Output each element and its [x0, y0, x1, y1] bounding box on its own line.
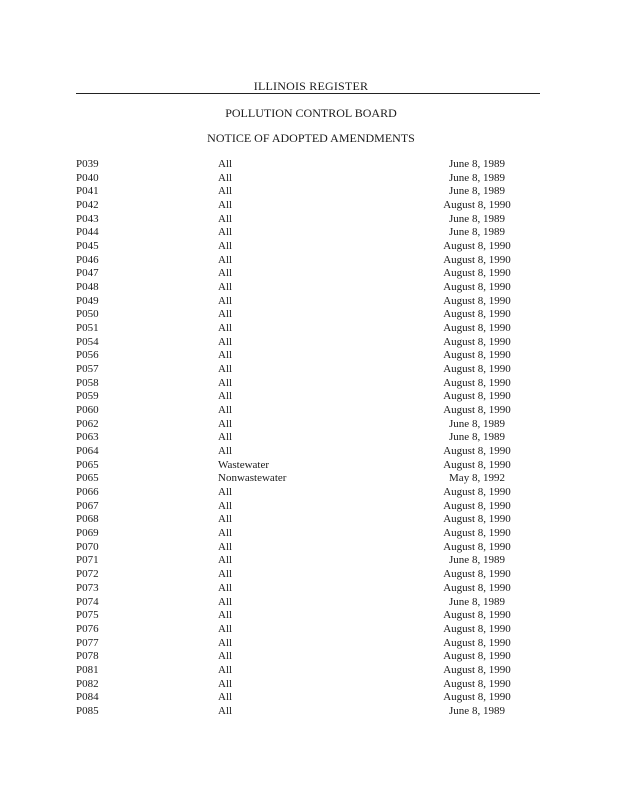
table-row [76, 678, 556, 692]
table-row [76, 418, 556, 432]
waste-code: P045 [76, 240, 99, 253]
waste-code: P073 [76, 581, 99, 594]
waste-subcategory: All [218, 158, 233, 170]
effective-date: June 8, 1989 [449, 704, 505, 717]
table-row [76, 254, 556, 268]
waste-code: P042 [76, 199, 99, 212]
waste-subcategory: All [218, 322, 233, 335]
waste-code: P085 [76, 704, 99, 717]
effective-date: June 8, 1989 [449, 212, 505, 225]
waste-subcategory: All [218, 663, 233, 676]
table-row [76, 322, 556, 336]
agency-name: POLLUTION CONTROL BOARD [225, 106, 397, 120]
effective-date: June 8, 1989 [449, 185, 505, 198]
table-row [76, 623, 556, 637]
effective-dates-table [76, 158, 556, 719]
effective-date: June 8, 1989 [449, 417, 505, 430]
waste-code: P064 [76, 445, 99, 458]
table-row [76, 691, 556, 705]
waste-subcategory: All [218, 513, 233, 526]
table-row [76, 363, 556, 377]
waste-subcategory: All [218, 212, 233, 225]
waste-subcategory: Wastewater [218, 458, 270, 471]
effective-date: June 8, 1989 [449, 595, 505, 608]
waste-subcategory: All [218, 417, 233, 430]
waste-code: P081 [76, 663, 99, 676]
effective-date: August 8, 1990 [443, 458, 511, 471]
effective-date: June 8, 1989 [449, 171, 505, 184]
effective-date: August 8, 1990 [443, 390, 511, 403]
table-row [76, 705, 556, 719]
effective-date: August 8, 1990 [443, 240, 511, 253]
waste-subcategory: All [218, 335, 233, 348]
waste-code: P059 [76, 390, 99, 403]
waste-code: P043 [76, 212, 99, 225]
waste-subcategory: All [218, 308, 233, 321]
table-row [76, 377, 556, 391]
waste-code: P065 [76, 458, 99, 471]
effective-date: August 8, 1990 [443, 568, 511, 581]
table-row [76, 664, 556, 678]
effective-date: August 8, 1990 [443, 663, 511, 676]
table-row [76, 240, 556, 254]
waste-subcategory: All [218, 281, 233, 294]
table-row [76, 172, 556, 186]
table-row [76, 267, 556, 281]
waste-subcategory: All [218, 431, 233, 444]
effective-date: August 8, 1990 [443, 677, 511, 690]
table-row [76, 472, 556, 486]
effective-date: May 8, 1992 [449, 472, 505, 485]
effective-date: August 8, 1990 [443, 308, 511, 321]
waste-code: P041 [76, 185, 99, 198]
waste-code: P049 [76, 294, 99, 307]
waste-subcategory: All [218, 185, 233, 198]
waste-code: P058 [76, 376, 99, 389]
waste-subcategory: All [218, 540, 233, 553]
waste-code: P060 [76, 404, 99, 417]
waste-subcategory: All [218, 595, 233, 608]
waste-code: P084 [76, 691, 99, 704]
table-row [76, 308, 556, 322]
waste-subcategory: All [218, 486, 233, 499]
waste-code: P046 [76, 253, 99, 266]
waste-code: P075 [76, 609, 99, 622]
effective-date: August 8, 1990 [443, 581, 511, 594]
effective-date: August 8, 1990 [443, 404, 511, 417]
waste-code: P047 [76, 267, 99, 280]
table-row [76, 568, 556, 582]
table-row [76, 158, 556, 172]
waste-subcategory: All [218, 171, 233, 184]
waste-code: P082 [76, 677, 99, 690]
table-row [76, 404, 556, 418]
waste-subcategory: Nonwastewater [218, 472, 287, 485]
effective-date: August 8, 1990 [443, 363, 511, 376]
waste-code: P072 [76, 568, 99, 581]
effective-date: June 8, 1989 [449, 226, 505, 239]
effective-date: August 8, 1990 [443, 267, 511, 280]
table-row [76, 213, 556, 227]
header-divider [76, 93, 540, 94]
waste-subcategory: All [218, 568, 233, 581]
waste-subcategory: All [218, 499, 233, 512]
waste-subcategory: All [218, 622, 233, 635]
waste-subcategory: All [218, 445, 233, 458]
register-title: ILLINOIS REGISTER [253, 79, 369, 93]
waste-subcategory: All [218, 650, 233, 663]
waste-code: P076 [76, 622, 99, 635]
effective-date: August 8, 1990 [443, 322, 511, 335]
table-row [76, 445, 556, 459]
effective-date: August 8, 1990 [443, 609, 511, 622]
effective-date: August 8, 1990 [443, 486, 511, 499]
waste-code: P050 [76, 308, 99, 321]
waste-code: P039 [76, 158, 99, 170]
table-row [76, 349, 556, 363]
table-row [76, 527, 556, 541]
effective-date: August 8, 1990 [443, 335, 511, 348]
waste-subcategory: All [218, 404, 233, 417]
effective-date: August 8, 1990 [443, 650, 511, 663]
waste-code: P051 [76, 322, 99, 335]
waste-code: P078 [76, 650, 99, 663]
waste-code: P063 [76, 431, 99, 444]
effective-date: August 8, 1990 [443, 253, 511, 266]
waste-subcategory: All [218, 554, 233, 567]
effective-date: August 8, 1990 [443, 527, 511, 540]
table-row [76, 596, 556, 610]
effective-date: June 8, 1989 [449, 554, 505, 567]
table-row [76, 226, 556, 240]
table-row [76, 336, 556, 350]
waste-subcategory: All [218, 527, 233, 540]
table-row [76, 637, 556, 651]
waste-code: P057 [76, 363, 99, 376]
table-row [76, 554, 556, 568]
waste-code: P069 [76, 527, 99, 540]
waste-code: P044 [76, 226, 99, 239]
waste-subcategory: All [218, 253, 233, 266]
waste-subcategory: All [218, 581, 233, 594]
waste-code: P067 [76, 499, 99, 512]
table-row [76, 582, 556, 596]
effective-date: June 8, 1989 [449, 158, 505, 170]
effective-date: August 8, 1990 [443, 622, 511, 635]
table-row [76, 513, 556, 527]
table-row [76, 390, 556, 404]
table-row [76, 486, 556, 500]
effective-date: August 8, 1990 [443, 499, 511, 512]
table-row [76, 281, 556, 295]
effective-date: August 8, 1990 [443, 445, 511, 458]
waste-code: P040 [76, 171, 99, 184]
waste-subcategory: All [218, 349, 233, 362]
effective-date: August 8, 1990 [443, 691, 511, 704]
effective-date: August 8, 1990 [443, 294, 511, 307]
waste-subcategory: All [218, 609, 233, 622]
waste-code: P056 [76, 349, 99, 362]
effective-date: August 8, 1990 [443, 636, 511, 649]
effective-date: August 8, 1990 [443, 349, 511, 362]
effective-date: June 8, 1989 [449, 431, 505, 444]
waste-subcategory: All [218, 294, 233, 307]
waste-code: P065 [76, 472, 99, 485]
effective-date: August 8, 1990 [443, 513, 511, 526]
table-row [76, 431, 556, 445]
waste-subcategory: All [218, 636, 233, 649]
waste-code: P054 [76, 335, 99, 348]
table-row [76, 650, 556, 664]
table-row [76, 459, 556, 473]
table-row [76, 295, 556, 309]
waste-code: P048 [76, 281, 99, 294]
waste-subcategory: All [218, 363, 233, 376]
table-row [76, 541, 556, 555]
waste-subcategory: All [218, 226, 233, 239]
effective-date: August 8, 1990 [443, 281, 511, 294]
effective-date: August 8, 1990 [443, 199, 511, 212]
table-row [76, 609, 556, 623]
waste-code: P077 [76, 636, 99, 649]
waste-code: P070 [76, 540, 99, 553]
waste-code: P071 [76, 554, 99, 567]
waste-code: P074 [76, 595, 99, 608]
waste-subcategory: All [218, 376, 233, 389]
waste-subcategory: All [218, 267, 233, 280]
waste-subcategory: All [218, 199, 233, 212]
effective-date: August 8, 1990 [443, 376, 511, 389]
waste-subcategory: All [218, 390, 233, 403]
table-row [76, 199, 556, 213]
effective-date: August 8, 1990 [443, 540, 511, 553]
waste-subcategory: All [218, 677, 233, 690]
waste-subcategory: All [218, 704, 233, 717]
notice-title: NOTICE OF ADOPTED AMENDMENTS [207, 131, 415, 145]
table-row [76, 185, 556, 199]
waste-code: P068 [76, 513, 99, 526]
waste-subcategory: All [218, 240, 233, 253]
waste-code: P066 [76, 486, 99, 499]
waste-subcategory: All [218, 691, 233, 704]
table-row [76, 500, 556, 514]
waste-code: P062 [76, 417, 99, 430]
